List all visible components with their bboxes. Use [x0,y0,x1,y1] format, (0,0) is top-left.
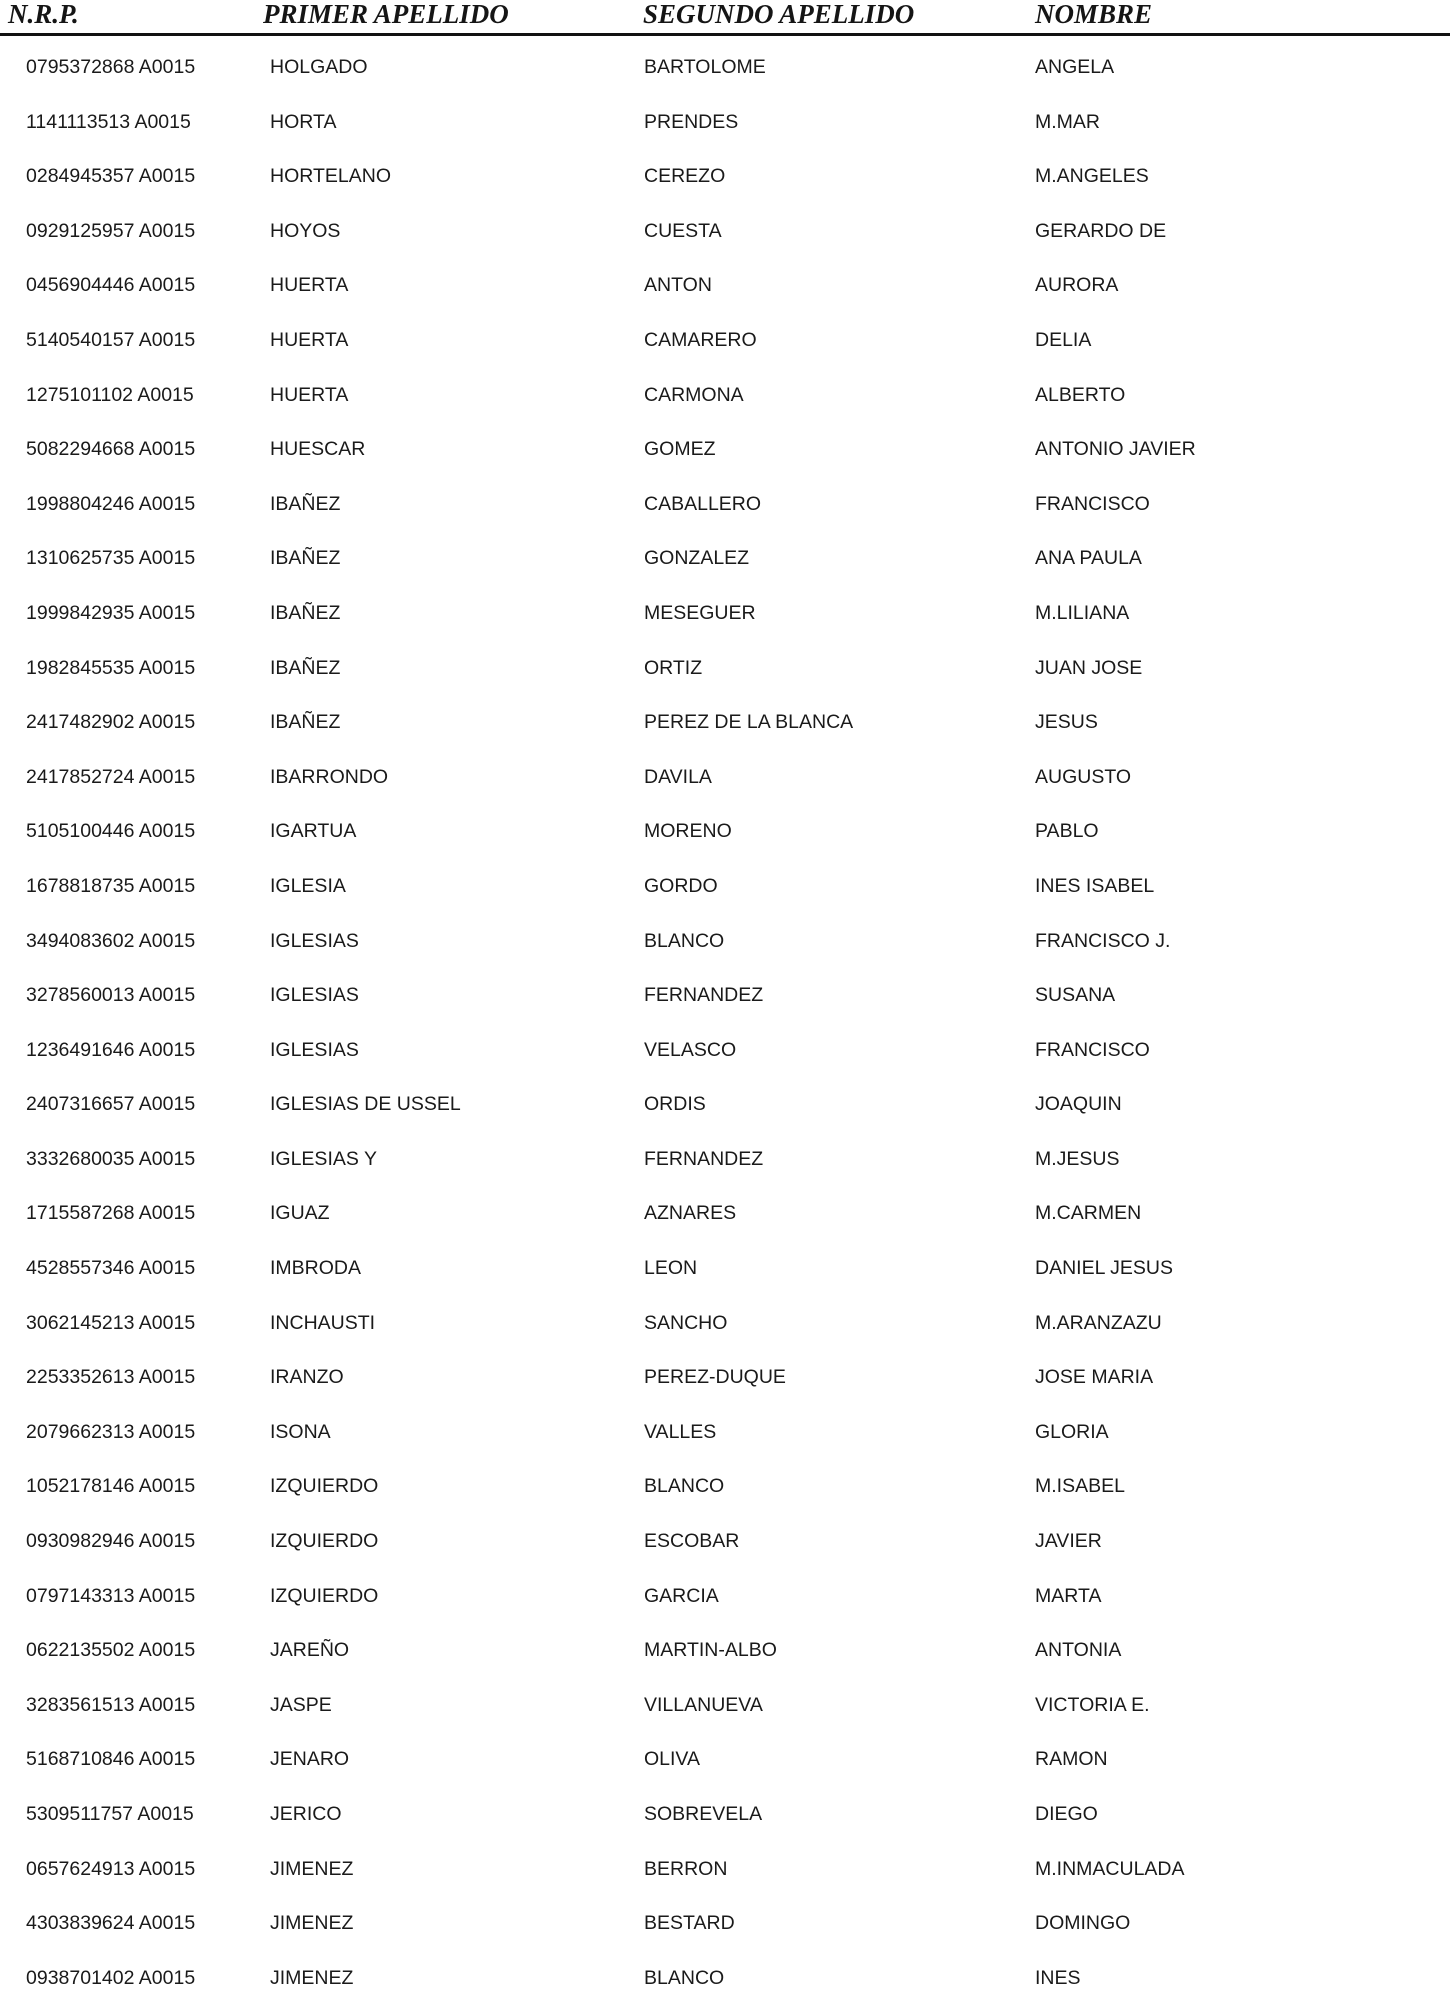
nombre-cell: INES [1035,1966,1081,1989]
segundo-apellido-cell: ORDIS [644,1093,706,1116]
header-primer-apellido: PRIMER APELLIDO [263,0,509,29]
primer-apellido-cell: HOLGADO [270,56,368,78]
segundo-apellido-cell: LEON [644,1257,698,1280]
segundo-apellido-cell: OLIVA [644,1748,700,1771]
nrp-cell: 0795372868 A0015 [26,56,196,78]
nombre-cell: FRANCISCO J. [1035,929,1171,952]
segundo-apellido-cell: GOMEZ [644,438,716,461]
primer-apellido-cell: IGUAZ [270,1202,330,1225]
nombre-cell: SUSANA [1035,984,1116,1007]
primer-apellido-cell: INCHAUSTI [270,1311,376,1334]
segundo-apellido-cell: BLANCO [644,1475,725,1498]
segundo-apellido-cell: VELASCO [644,1038,737,1061]
segundo-apellido-cell: BLANCO [644,1966,725,1989]
segundo-apellido-cell: PEREZ DE LA BLANCA [644,711,854,734]
segundo-apellido-cell: FERNANDEZ [644,1147,764,1170]
table-row [0,1619,1450,1674]
table-row [0,1455,1450,1510]
nrp-cell: 0657624913 A0015 [26,1857,196,1880]
nombre-cell: RAMON [1035,1748,1108,1771]
nrp-cell: 0456904446 A0015 [26,274,196,297]
table-row [0,36,1450,91]
primer-apellido-cell: IBAÑEZ [270,601,341,624]
segundo-apellido-cell: MORENO [644,820,732,843]
nombre-cell: JESUS [1035,711,1098,734]
nrp-cell: 0938701402 A0015 [26,1966,196,1989]
nrp-cell: 5309511757 A0015 [26,1803,194,1825]
table-row [0,473,1450,528]
segundo-apellido-cell: CABALLERO [644,492,762,515]
table-row [0,1128,1450,1183]
nrp-cell: 4528557346 A0015 [26,1257,196,1280]
table-row [0,1510,1450,1565]
nombre-cell: GERARDO DE [1035,219,1167,242]
nrp-cell: 3278560013 A0015 [26,984,196,1007]
nrp-cell: 5105100446 A0015 [26,820,196,843]
nrp-cell: 4303839624 A0015 [26,1912,196,1935]
nombre-cell: DOMINGO [1035,1912,1131,1935]
nombre-cell: JUAN JOSE [1035,656,1143,679]
table-row [0,254,1450,309]
table-row [0,1346,1450,1401]
primer-apellido-cell: IZQUIERDO [270,1530,379,1553]
nombre-cell: M.ANGELES [1035,165,1149,188]
nrp-cell: 0930982946 A0015 [26,1530,196,1553]
table-row [0,582,1450,637]
nrp-cell: 1678818735 A0015 [26,874,196,897]
nrp-cell: 1275101102 A0015 [26,383,194,406]
segundo-apellido-cell: VALLES [644,1420,717,1443]
table-row [0,1292,1450,1347]
primer-apellido-cell: HORTA [270,110,337,133]
nombre-cell: PABLO [1035,820,1099,843]
segundo-apellido-cell: PEREZ-DUQUE [644,1366,786,1389]
nrp-cell: 0622135502 A0015 [26,1639,196,1662]
primer-apellido-cell: IBAÑEZ [270,711,341,734]
nombre-cell: DELIA [1035,328,1092,351]
table-row [0,964,1450,1019]
nombre-cell: INES ISABEL [1035,874,1155,897]
primer-apellido-cell: IGLESIA [270,874,346,897]
segundo-apellido-cell: GONZALEZ [644,547,750,570]
nrp-cell: 3062145213 A0015 [26,1311,196,1334]
nrp-cell: 5082294668 A0015 [26,438,196,461]
primer-apellido-cell: IGARTUA [270,820,357,843]
table-row [0,1019,1450,1074]
segundo-apellido-cell: GORDO [644,874,718,897]
primer-apellido-cell: JAREÑO [270,1639,350,1662]
segundo-apellido-cell: MARTIN-ALBO [644,1639,777,1662]
nombre-cell: M.ARANZAZU [1035,1311,1162,1334]
table-row [0,1892,1450,1947]
header-segundo-apellido: SEGUNDO APELLIDO [643,0,915,29]
table-row [0,637,1450,692]
primer-apellido-cell: IBAÑEZ [270,492,341,515]
primer-apellido-cell: JERICO [270,1803,342,1825]
header-nombre: NOMBRE [1035,0,1153,29]
nrp-cell: 0284945357 A0015 [26,165,196,188]
segundo-apellido-cell: AZNARES [644,1202,737,1225]
table-row [0,1838,1450,1893]
nrp-cell: 3283561513 A0015 [26,1693,196,1716]
primer-apellido-cell: IGLESIAS [270,929,359,952]
table-row [0,1947,1450,2001]
table-row [0,309,1450,364]
nombre-cell: ANGELA [1035,56,1115,78]
nrp-cell: 2417482902 A0015 [26,711,196,734]
nrp-cell: 2253352613 A0015 [26,1366,196,1389]
nombre-cell: VICTORIA E. [1035,1693,1150,1716]
nombre-cell: AURORA [1035,274,1119,297]
nrp-cell: 1982845535 A0015 [26,656,196,679]
nombre-cell: M.LILIANA [1035,601,1130,624]
table-row [0,1182,1450,1237]
primer-apellido-cell: IZQUIERDO [270,1475,379,1498]
nombre-cell: M.MAR [1035,110,1100,133]
nombre-cell: M.JESUS [1035,1147,1120,1170]
segundo-apellido-cell: SOBREVELA [644,1803,763,1825]
primer-apellido-cell: JASPE [270,1693,332,1716]
primer-apellido-cell: IGLESIAS DE USSEL [270,1093,461,1116]
primer-apellido-cell: IRANZO [270,1366,344,1389]
nombre-cell: ANTONIO JAVIER [1035,438,1196,461]
primer-apellido-cell: HUESCAR [270,438,366,461]
primer-apellido-cell: ISONA [270,1420,331,1443]
table-row [0,1401,1450,1456]
table-row [0,1565,1450,1620]
nrp-cell: 1998804246 A0015 [26,492,196,515]
table-row [0,418,1450,473]
segundo-apellido-cell: CUESTA [644,219,722,242]
nrp-cell: 5168710846 A0015 [26,1748,196,1771]
nombre-cell: FRANCISCO [1035,1038,1150,1061]
nombre-cell: M.INMACULADA [1035,1857,1185,1880]
nombre-cell: GLORIA [1035,1420,1109,1443]
segundo-apellido-cell: CEREZO [644,165,726,188]
table-row [0,527,1450,582]
nrp-cell: 1310625735 A0015 [26,547,196,570]
primer-apellido-cell: JIMENEZ [270,1966,354,1989]
table-row [0,1783,1450,1838]
nombre-cell: DIEGO [1035,1803,1098,1825]
table-row [0,91,1450,146]
primer-apellido-cell: IMBRODA [270,1257,362,1280]
primer-apellido-cell: IZQUIERDO [270,1584,379,1607]
nombre-cell: M.CARMEN [1035,1202,1142,1225]
header-nrp: N.R.P. [8,0,79,29]
primer-apellido-cell: IGLESIAS [270,1038,359,1061]
primer-apellido-cell: HUERTA [270,383,349,406]
segundo-apellido-cell: DAVILA [644,765,712,788]
nrp-cell: 2417852724 A0015 [26,765,196,788]
primer-apellido-cell: JIMENEZ [270,1912,354,1935]
table-row [0,1728,1450,1783]
nombre-cell: M.ISABEL [1035,1475,1125,1498]
segundo-apellido-cell: BESTARD [644,1912,735,1935]
nrp-cell: 1141113513 A0015 [26,110,191,133]
segundo-apellido-cell: SANCHO [644,1311,728,1334]
segundo-apellido-cell: GARCIA [644,1584,719,1607]
primer-apellido-cell: IGLESIAS Y [270,1147,377,1170]
nrp-cell: 1715587268 A0015 [26,1202,196,1225]
segundo-apellido-cell: BLANCO [644,929,725,952]
primer-apellido-cell: HUERTA [270,328,349,351]
primer-apellido-cell: IBAÑEZ [270,547,341,570]
nombre-cell: DANIEL JESUS [1035,1257,1173,1280]
nombre-cell: JAVIER [1035,1530,1102,1553]
nombre-cell: ANTONIA [1035,1639,1122,1662]
nrp-cell: 1236491646 A0015 [26,1038,196,1061]
nrp-cell: 3494083602 A0015 [26,929,196,952]
primer-apellido-cell: IBAÑEZ [270,656,341,679]
nrp-cell: 5140540157 A0015 [26,328,196,351]
table-row [0,800,1450,855]
table-row [0,1237,1450,1292]
segundo-apellido-cell: CAMARERO [644,328,757,351]
nombre-cell: ALBERTO [1035,383,1126,406]
nombre-cell: ANA PAULA [1035,547,1142,570]
nrp-cell: 2079662313 A0015 [26,1420,196,1443]
segundo-apellido-cell: VILLANUEVA [644,1693,763,1716]
nrp-cell: 3332680035 A0015 [26,1147,196,1170]
primer-apellido-cell: IBARRONDO [270,765,389,788]
nrp-cell: 2407316657 A0015 [26,1093,196,1116]
table-row [0,364,1450,419]
table-row [0,910,1450,965]
nombre-cell: MARTA [1035,1584,1102,1607]
segundo-apellido-cell: MESEGUER [644,601,756,624]
segundo-apellido-cell: PRENDES [644,110,739,133]
nombre-cell: JOSE MARIA [1035,1366,1154,1389]
nrp-cell: 1999842935 A0015 [26,601,196,624]
table-row [0,691,1450,746]
primer-apellido-cell: HUERTA [270,274,349,297]
primer-apellido-cell: HOYOS [270,219,341,242]
table-row [0,145,1450,200]
primer-apellido-cell: JIMENEZ [270,1857,354,1880]
table-row [0,200,1450,255]
segundo-apellido-cell: CARMONA [644,383,744,406]
segundo-apellido-cell: BERRON [644,1857,728,1880]
segundo-apellido-cell: ESCOBAR [644,1530,740,1553]
primer-apellido-cell: JENARO [270,1748,350,1771]
nombre-cell: JOAQUIN [1035,1093,1122,1116]
nrp-cell: 1052178146 A0015 [26,1475,196,1498]
table-row [0,1073,1450,1128]
table-row [0,746,1450,801]
nrp-cell: 0929125957 A0015 [26,219,196,242]
primer-apellido-cell: HORTELANO [270,165,391,188]
table-row [0,1674,1450,1729]
nombre-cell: AUGUSTO [1035,765,1132,788]
segundo-apellido-cell: BARTOLOME [644,56,766,78]
segundo-apellido-cell: ANTON [644,274,712,297]
nombre-cell: FRANCISCO [1035,492,1150,515]
nrp-cell: 0797143313 A0015 [26,1584,196,1607]
table-row [0,855,1450,910]
segundo-apellido-cell: FERNANDEZ [644,984,764,1007]
primer-apellido-cell: IGLESIAS [270,984,359,1007]
table-body [0,36,1450,2001]
segundo-apellido-cell: ORTIZ [644,656,703,679]
